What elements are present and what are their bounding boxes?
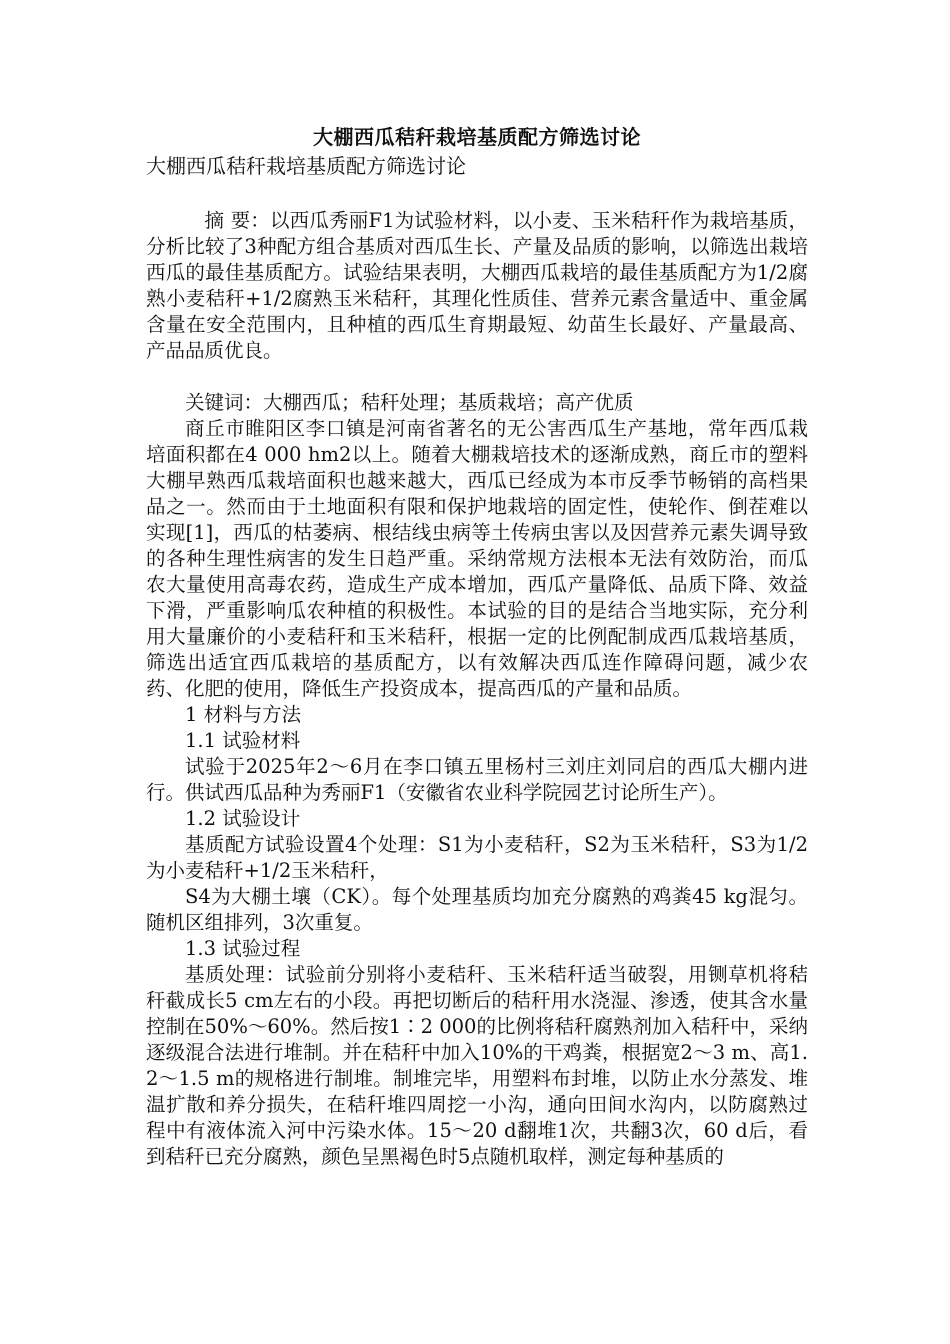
subsection-heading-process: 1.3 试验过程	[185, 937, 301, 960]
design-paragraph-b: S4为大棚土壤（CK）。每个处理基质均加充分腐熟的鸡粪45 kg混匀。随机区组排列，3次重复。	[146, 885, 808, 934]
process-paragraph: 基质处理：试验前分别将小麦秸秆、玉米秸秆适当破裂，用铡草机将秸秆截成长5 cm左右的小段。再把切断后的秸秆用水浇湿、渗透，使其含水量控制在50%～60%。然后按1∶2 000的比例将秸秆腐熟剂加入秸秆中，采纳逐级混合法进行堆制。并在秸秆中加入10%的干鸡粪，根据宽2～3 m、高1.2～1.5 m的规格进行制堆。制堆完毕，用塑料布封堆，以防止水分蒸发、堆温扩散和养分损失，在秸秆堆四周挖一小沟，通向田间水沟内，以防腐熟过程中有液体流入河中污染水体。15～20 d翻堆1次，共翻3次，60 d后，看到秸秆已充分腐熟，颜色呈黑褐色时5点随机取样，测定每种基质的	[146, 963, 808, 1168]
design-paragraph-a: 基质配方试验设置4个处理：S1为小麦秸秆，S2为玉米秸秆，S3为1/2为小麦秸秆+1/2玉米秸秆，	[146, 833, 808, 882]
document-title: 大棚西瓜秸秆栽培基质配方筛选讨论	[313, 125, 641, 149]
document-subtitle: 大棚西瓜秸秆栽培基质配方筛选讨论	[146, 154, 466, 178]
blank-line	[146, 180, 808, 208]
abstract-paragraph: 摘 要：以西瓜秀丽F1为试验材料，以小麦、玉米秸秆作为栽培基质，分析比较了3种配方组合基质对西瓜生长、产量及品质的影响，以筛选出栽培西瓜的最佳基质配方。试验结果表明，大棚西瓜栽培的最佳基质配方为1/2腐熟小麦秸秆+1/2腐熟玉米秸秆，其理化性质佳、营养元素含量适中、重金属含量在安全范围内，且种植的西瓜生育期最短、幼苗生长最好、产量最高、产品品质优良。	[146, 209, 808, 362]
subsection-heading-materials: 1.1 试验材料	[185, 729, 301, 752]
keywords-line: 关键词：大棚西瓜；秸秆处理；基质栽培；高产优质	[185, 391, 634, 414]
document-page	[146, 122, 808, 1170]
section-heading-materials-methods: 1 材料与方法	[185, 703, 302, 726]
materials-paragraph: 试验于2025年2～6月在李口镇五里杨村三刘庄刘同启的西瓜大棚内进行。供试西瓜品种为秀丽F1（安徽省农业科学院园艺讨论所生产）。	[146, 755, 808, 804]
intro-paragraph: 商丘市睢阳区李口镇是河南省著名的无公害西瓜生产基地，常年西瓜栽培面积都在4 000 hm2以上。随着大棚栽培技术的逐渐成熟，商丘市的塑料大棚早熟西瓜栽培面积也越来越大，西瓜已经成为本市反季节畅销的高档果品之一。然而由于土地面积有限和保护地栽培的固定性，使轮作、倒茬难以实现[1]，西瓜的枯萎病、根结线虫病等土传病虫害以及因营养元素失调导致的各种生理性病害的发生日趋严重。采纳常规方法根本无法有效防治，而瓜农大量使用高毒农药，造成生产成本增加，西瓜产量降低、品质下降、效益下滑，严重影响瓜农种植的积极性。本试验的目的是结合当地实际，充分利用大量廉价的小麦秸秆和玉米秸秆，根据一定的比例配制成西瓜栽培基质，筛选出适宜西瓜栽培的基质配方，以有效解决西瓜连作障碍问题，减少农药、化肥的使用，降低生产投资成本，提高西瓜的产量和品质。	[146, 417, 808, 700]
subsection-heading-design: 1.2 试验设计	[185, 807, 301, 830]
